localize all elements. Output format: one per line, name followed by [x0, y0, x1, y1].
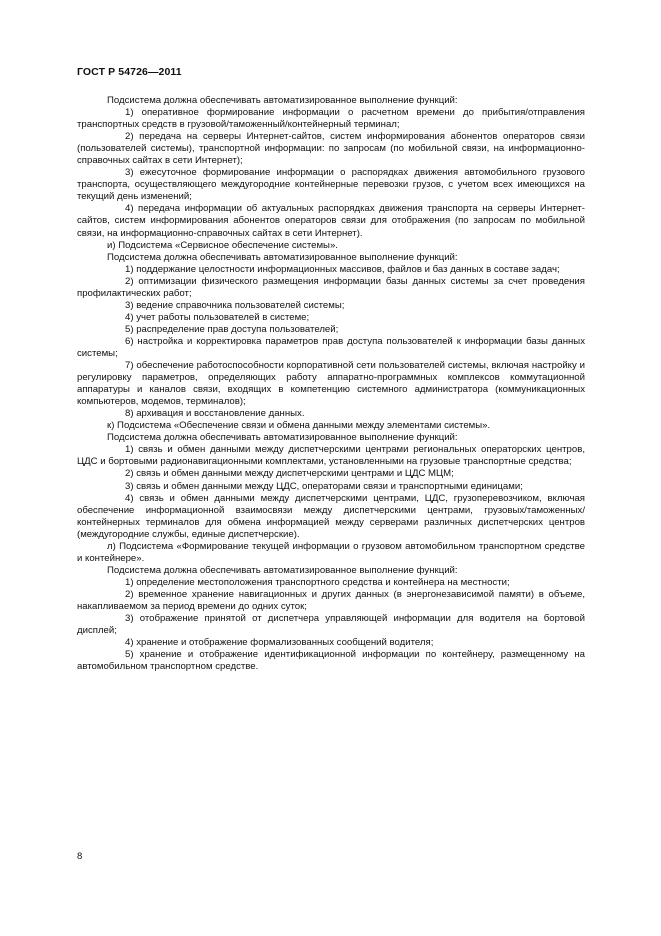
body-paragraph: Подсистема должна обеспечивать автоматизированное выполнение функций: — [107, 251, 458, 263]
body-paragraph: 2) временное хранение навигационных и других данных (в энергонезависимой памяти) в объеме, накапливаемом за период времени до одних суток; — [77, 588, 585, 612]
body-paragraph: 3) ведение справочника пользователей системы; — [125, 299, 345, 311]
body-paragraph: и) Подсистема «Сервисное обеспечение системы». — [107, 239, 338, 251]
body-paragraph: Подсистема должна обеспечивать автоматизированное выполнение функций: — [107, 432, 458, 444]
body-paragraph: 2) связь и обмен данными между диспетчерскими центрами и ЦДС МЦМ; — [125, 468, 454, 480]
body-paragraph: 5) хранение и отображение идентификационной информации по контейнеру, размещенному на автомобильном транспортном средстве. — [77, 649, 585, 673]
body-paragraph: 5) распределение прав доступа пользователей; — [125, 323, 339, 335]
body-paragraph: 4) связь и обмен данными между диспетчерскими центрами, ЦДС, грузоперевозчиком, включая обеспечение информационной взаимосвязи между диспетчерскими центрами, грузовых/таможенных/контейнерных терминалов для обмена информацией между серверами различных диспетчерских центров (междугородние службы, единые диспетчерские). — [77, 492, 585, 540]
document-body — [77, 95, 585, 673]
body-paragraph: 3) связь и обмен данными между ЦДС, операторами связи и транспортными единицами; — [125, 480, 523, 492]
body-paragraph: 1) определение местоположения транспортного средства и контейнера на местности; — [125, 576, 510, 588]
body-paragraph: 1) поддержание целостности информационных массивов, файлов и баз данных в составе задач; — [125, 263, 560, 275]
body-paragraph: к) Подсистема «Обеспечение связи и обмена данными между элементами системы». — [107, 420, 491, 432]
body-paragraph: 4) передача информации об актуальных распорядках движения транспорта на серверы Интернет-сайтов, систем информирования абонентов операторов связи для отображения (по запросам по мобильной связи, на информационно-справочных сайтах в сети Интернет). — [77, 203, 585, 239]
body-paragraph: 8) архивация и восстановление данных. — [125, 408, 305, 420]
body-paragraph: 3) ежесуточное формирование информации о распорядках движения автомобильного грузового транспорта, осуществляющего междугородние контейнерные перевозки грузов, с учетом всех имеющихся на текущий день изменений; — [77, 167, 585, 203]
body-paragraph: 6) настройка и корректировка параметров прав доступа пользователей к информации базы данных системы; — [77, 335, 585, 359]
body-paragraph: 2) оптимизации физического размещения информации базы данных системы за счет проведения профилактических работ; — [77, 275, 585, 299]
body-paragraph: 1) оперативное формирование информации о расчетном времени до прибытия/отправления транспортных средств в грузовой/таможенный/контейнерный терминал; — [77, 107, 585, 131]
body-paragraph: 1) связь и обмен данными между диспетчерскими центрами региональных операторских центров, ЦДС и бортовыми радионавигационными комплектами, установленными на грузовые транспортные средства; — [77, 444, 585, 468]
body-paragraph: Подсистема должна обеспечивать автоматизированное выполнение функций: — [107, 564, 458, 576]
body-paragraph: 3) отображение принятой от диспетчера управляющей информации для водителя на бортовой дисплей; — [77, 613, 585, 637]
body-paragraph: 4) учет работы пользователей в системе; — [125, 311, 310, 323]
body-paragraph: 2) передача на серверы Интернет-сайтов, систем информирования абонентов операторов связи (пользователей системы), транспортной информации: по запросам (по мобильной связи, на информационно-справочных сайтах в сети Интернет); — [77, 131, 585, 167]
body-paragraph: 4) хранение и отображение формализованных сообщений водителя; — [125, 637, 434, 649]
body-paragraph: Подсистема должна обеспечивать автоматизированное выполнение функций: — [107, 95, 458, 106]
document-header: ГОСТ Р 54726—2011 — [77, 66, 182, 78]
body-paragraph: 7) обеспечение работоспособности корпоративной сети пользователей системы, включая настройку и регулировку параметров, определяющих работу аппаратно-программных комплексов коммутационной аппаратуры и каналов связи, входящих в компетенцию системного администратора (коммуникационных компьютеров, модемов, терминалов); — [77, 360, 585, 408]
body-paragraph: л) Подсистема «Формирование текущей информации о грузовом автомобильном транспортном средстве и контейнере». — [77, 540, 585, 564]
page-number: 8 — [77, 851, 83, 862]
